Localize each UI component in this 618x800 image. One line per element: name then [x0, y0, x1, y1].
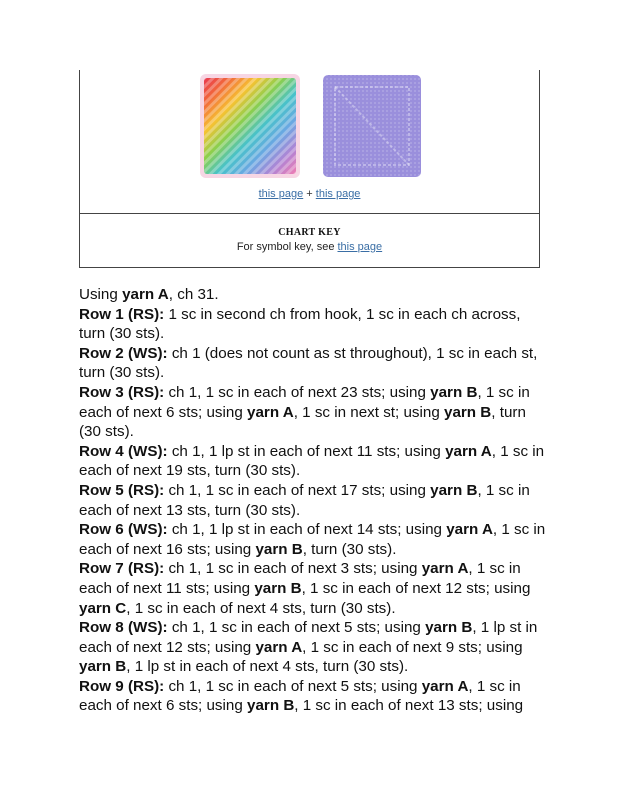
page-link-1[interactable]: this page: [258, 188, 304, 200]
instruction-text: ch 1, 1 lp st in each of next 14 sts; using: [167, 521, 447, 539]
instruction-text: , 1 sc in each of next 16 sts; using: [79, 521, 546, 558]
symbol-key-link[interactable]: this page: [337, 241, 383, 253]
instruction-row: [79, 305, 549, 344]
instruction-text: , 1 sc in each of next 13 sts; using: [294, 697, 524, 715]
yarn-label: yarn A: [446, 521, 493, 539]
lilac-square-texture: [323, 75, 421, 177]
instruction-text: , 1 sc in each of next 13 sts, turn (30 sts).: [79, 481, 530, 519]
instruction-row: [79, 442, 549, 481]
instruction-text: ch 1, 1 sc in each of next 23 sts; using: [164, 383, 431, 401]
row-label: Row 3 (RS):: [79, 383, 165, 401]
instruction-row: [79, 383, 549, 442]
instruction-row: [79, 481, 549, 520]
yarn-label: yarn A: [255, 638, 303, 656]
row-label: Row 8 (WS):: [79, 619, 168, 637]
row-label: Row 5 (RS):: [79, 481, 165, 499]
yarn-label: yarn A: [421, 560, 469, 578]
instruction-text: , 1 sc in each of next 11 sts; using: [79, 560, 521, 597]
plus-sign: +: [306, 188, 313, 200]
instruction-text: ch 1, 1 sc in each of next 5 sts; using: [164, 677, 422, 695]
instruction-text: , 1 sc in each of next 19 sts, turn (30 sts).: [79, 442, 545, 480]
instruction-row: [79, 285, 549, 305]
lilac-square-photo: [321, 73, 423, 179]
figure-box: [79, 70, 540, 268]
yarn-label: yarn B: [444, 403, 492, 421]
instruction-text: , 1 sc in each of next 12 sts; using: [301, 579, 531, 597]
yarn-label: yarn A: [122, 286, 169, 303]
instruction-text: ch 1, 1 sc in each of next 17 sts; using: [164, 481, 431, 499]
instruction-text: , turn (30 sts).: [302, 540, 397, 558]
yarn-label: yarn B: [79, 658, 127, 676]
instruction-text: ch 1 (does not count as st throughout), 1 sc in each st, turn (30 sts).: [79, 344, 538, 382]
rainbow-square-photo: [199, 73, 301, 179]
rainbow-square-texture: [204, 78, 296, 174]
instruction-row: [79, 618, 549, 677]
instruction-text: , 1 lp st in each of next 12 sts; using: [79, 619, 538, 656]
chart-key-note: [80, 241, 539, 253]
yarn-label: yarn B: [425, 619, 473, 637]
yarn-label: yarn B: [430, 383, 478, 401]
row-label: Row 2 (WS):: [79, 344, 168, 362]
chart-key-divider: [80, 213, 539, 214]
instruction-text: , 1 sc in next st; using: [293, 403, 444, 421]
chart-key-note-text: For symbol key, see: [236, 241, 338, 253]
page-link-2[interactable]: this page: [315, 188, 361, 200]
instruction-text: , 1 sc in each of next 6 sts; using: [79, 677, 521, 715]
instruction-row: [79, 520, 549, 559]
chart-key-title: CHART KEY: [278, 227, 341, 238]
instruction-text: , turn (30 sts).: [79, 403, 526, 441]
pattern-instructions: [79, 285, 549, 716]
instruction-text: , 1 sc in each of next 6 sts; using: [79, 383, 530, 421]
yarn-label: yarn A: [247, 403, 294, 421]
instruction-text: ch 1, 1 sc in each of next 5 sts; using: [167, 619, 426, 637]
row-label: Row 4 (WS):: [79, 442, 168, 460]
instruction-text: , 1 sc in each of next 9 sts; using: [302, 638, 523, 656]
instruction-text: Using: [79, 286, 123, 303]
yarn-label: yarn C: [79, 599, 127, 617]
yarn-label: yarn B: [430, 481, 478, 499]
yarn-label: yarn B: [247, 697, 295, 715]
instruction-text: ch 1, 1 lp st in each of next 11 sts; using: [167, 442, 446, 460]
instruction-text: , ch 31.: [168, 286, 219, 303]
yarn-label: yarn B: [254, 579, 302, 597]
instruction-row: [79, 344, 549, 383]
instruction-text: , 1 sc in each of next 4 sts, turn (30 sts).: [126, 599, 396, 617]
yarn-label: yarn B: [255, 540, 303, 558]
figure-page-links: [80, 188, 539, 200]
row-label: Row 9 (RS):: [79, 677, 165, 695]
row-label: Row 1 (RS):: [79, 305, 165, 323]
instruction-text: ch 1, 1 sc in each of next 3 sts; using: [164, 560, 422, 578]
row-label: Row 7 (RS):: [79, 560, 165, 578]
instruction-row: [79, 677, 549, 716]
instruction-text: 1 sc in second ch from hook, 1 sc in each ch across, turn (30 sts).: [79, 305, 521, 343]
yarn-label: yarn A: [445, 442, 492, 460]
row-label: Row 6 (WS):: [79, 521, 168, 539]
yarn-label: yarn A: [421, 677, 469, 695]
instruction-row: [79, 559, 549, 618]
instruction-text: , 1 lp st in each of next 4 sts, turn (30 sts).: [126, 658, 409, 676]
